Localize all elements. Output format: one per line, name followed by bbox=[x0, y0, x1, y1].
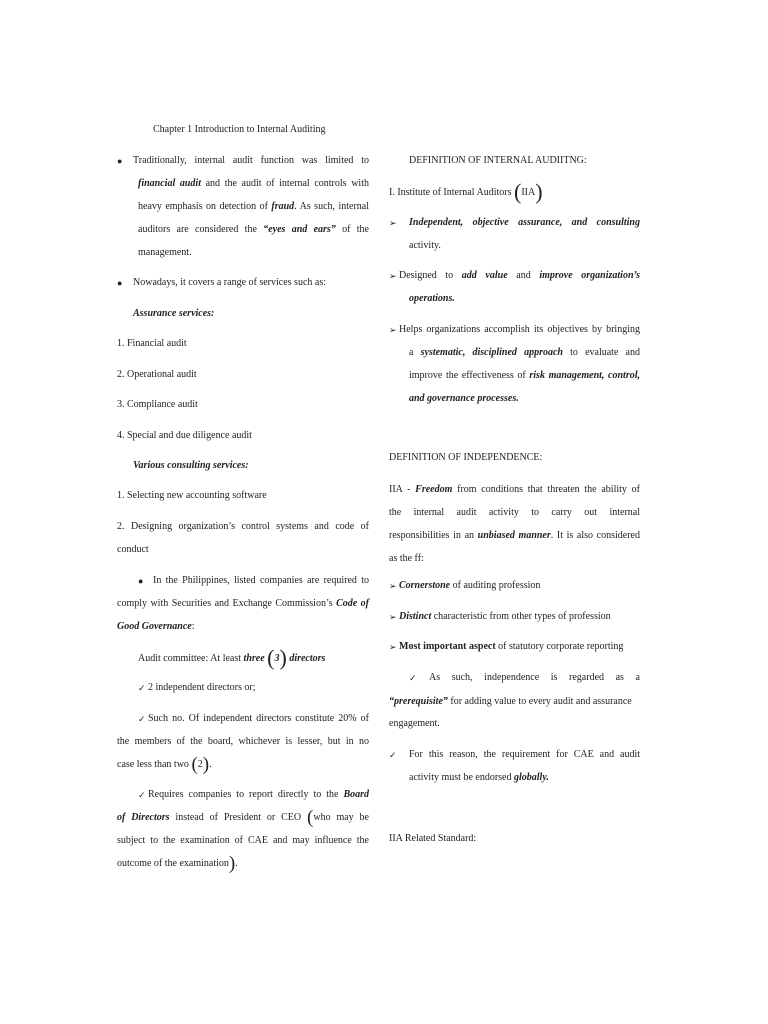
paragraph-line: I. Institute of Internal Auditors (IIA) bbox=[389, 179, 543, 204]
list-item: 3. Compliance audit bbox=[117, 399, 198, 410]
paragraph-line: auditors are considered the “eyes and ears” of the bbox=[138, 224, 369, 235]
paragraph-line: Requires companies to report directly to the Board bbox=[148, 789, 369, 800]
paragraph-line: Audit committee: At least three (3) directors bbox=[138, 645, 326, 670]
paragraph-line: responsibilities in an unbiased manner. It is also considered bbox=[389, 530, 640, 541]
paragraph-line: of Directors instead of President or CEO (who may be bbox=[117, 807, 369, 828]
paragraph-line: Helps organizations accomplish its objectives by bringing bbox=[399, 324, 640, 335]
list-item: 1. Financial audit bbox=[117, 338, 187, 349]
list-item: 2. Designing organization’s control systems and code of bbox=[117, 521, 369, 532]
paragraph-line: financial audit and the audit of internal controls with bbox=[138, 178, 369, 189]
paragraph-line: Nowadays, it covers a range of services such as: bbox=[133, 277, 326, 288]
paragraph-line: and governance processes. bbox=[409, 393, 519, 404]
bullet-icon: ● bbox=[117, 278, 123, 288]
paragraph-line: Such no. Of independent directors constitute 20% of bbox=[148, 713, 369, 724]
paragraph-line: outcome of the examination). bbox=[117, 853, 238, 874]
paragraph-line: a systematic, disciplined approach to evaluate and bbox=[409, 347, 640, 358]
bullet-icon: ● bbox=[117, 156, 123, 166]
section-heading: DEFINITION OF INDEPENDENCE: bbox=[389, 452, 543, 463]
paragraph-line: case less than two (2). bbox=[117, 754, 212, 775]
paragraph-line: Independent, objective assurance, and consulting bbox=[409, 217, 640, 228]
paragraph-line: Good Governance: bbox=[117, 621, 195, 632]
section-heading: DEFINITION OF INTERNAL AUDIITNG: bbox=[409, 155, 587, 166]
paragraph-line: heavy emphasis on detection of fraud. As such, internal bbox=[138, 201, 370, 212]
chapter-title: Chapter 1 Introduction to Internal Auditing bbox=[153, 124, 326, 135]
paragraph-line: activity. bbox=[409, 240, 441, 251]
paragraph-line: operations. bbox=[409, 293, 455, 304]
paragraph-line: the members of the board, whichever is lesser, but in no bbox=[117, 736, 369, 747]
paragraph-line: activity must be endorsed globally. bbox=[409, 772, 549, 783]
paragraph-line: Distinct characteristic from other types of profession bbox=[399, 611, 611, 622]
arrow-bullet-icon: ➢ bbox=[389, 642, 397, 652]
paragraph-line: Traditionally, internal audit function was limited to bbox=[133, 155, 369, 166]
arrow-bullet-icon: ➢ bbox=[389, 218, 397, 228]
paragraph-line: In the Philippines, listed companies are required to bbox=[153, 575, 369, 586]
section-heading: Various consulting services: bbox=[133, 460, 249, 471]
section-heading: IIA Related Standard: bbox=[389, 833, 477, 844]
check-icon: ✓ bbox=[389, 750, 397, 760]
paragraph-line: subject to the examination of CAE and may influence the bbox=[117, 835, 369, 846]
paragraph-line: Cornerstone of auditing profession bbox=[399, 580, 541, 591]
list-item: 2. Operational audit bbox=[117, 369, 197, 380]
paragraph-line: improve the effectiveness of risk management, control, bbox=[409, 370, 640, 381]
paragraph-line: “prerequisite” for adding value to every audit and assurance bbox=[389, 696, 632, 707]
check-icon: ✓ bbox=[409, 673, 417, 683]
bullet-icon: ● bbox=[138, 576, 144, 586]
paragraph-line: comply with Securities and Exchange Commission’s Code of bbox=[117, 598, 369, 609]
check-icon: ✓ bbox=[138, 790, 146, 800]
paragraph-line: 2 independent directors or; bbox=[148, 682, 256, 693]
paragraph-line: the internal audit activity to carry out internal bbox=[389, 507, 640, 518]
arrow-bullet-icon: ➢ bbox=[389, 271, 397, 281]
paragraph-line: Designed to add value and improve organization’s bbox=[399, 270, 640, 281]
list-item: 1. Selecting new accounting software bbox=[117, 490, 267, 501]
list-item: 4. Special and due diligence audit bbox=[117, 430, 252, 441]
list-item: conduct bbox=[117, 544, 149, 555]
paragraph-line: engagement. bbox=[389, 718, 440, 729]
paragraph-line: For this reason, the requirement for CAE and audit bbox=[409, 749, 640, 760]
paragraph-line: IIA - Freedom from conditions that threaten the ability of bbox=[389, 484, 640, 495]
paragraph-line: As such, independence is regarded as a bbox=[429, 672, 640, 683]
paragraph-line: as the ff: bbox=[389, 553, 424, 564]
paragraph-line: management. bbox=[138, 247, 192, 258]
check-icon: ✓ bbox=[138, 714, 146, 724]
arrow-bullet-icon: ➢ bbox=[389, 581, 397, 591]
check-icon: ✓ bbox=[138, 683, 146, 693]
section-heading: Assurance services: bbox=[133, 308, 215, 319]
arrow-bullet-icon: ➢ bbox=[389, 325, 397, 335]
arrow-bullet-icon: ➢ bbox=[389, 612, 397, 622]
paragraph-line: Most important aspect of statutory corporate reporting bbox=[399, 641, 624, 652]
